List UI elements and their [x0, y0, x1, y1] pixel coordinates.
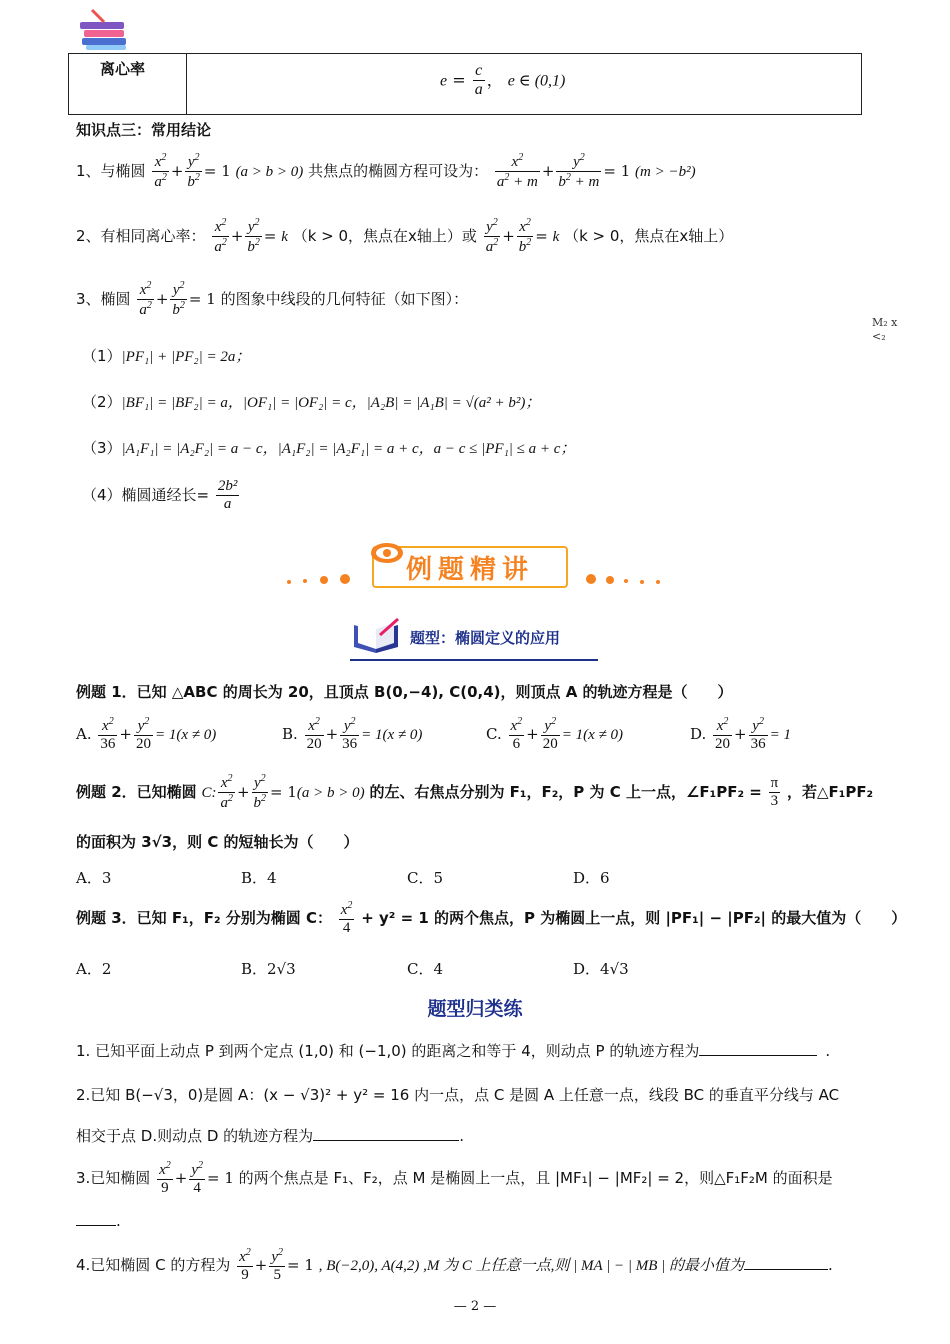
banner-title: 例题精讲 — [405, 555, 534, 585]
table-label: 离心率 — [100, 60, 146, 78]
sub-item-1: （1）|PF₁| + |PF₂| = 2a； — [82, 347, 251, 365]
type-title-underline — [350, 659, 598, 661]
question-4: 4.已知椭圆 C 的方程为 $\frac{x^2}{9}$ + $\frac{y^2}{5}$ = 1 , B(−2,0), A(4,2) ,M 为 C 上任意一点,则 | MA | − | MB | 的最小值为 . — [76, 1247, 833, 1284]
question-2-line-1: 2.已知 B(−√3，0)是圆 A：(x − √3)² + y² = 16 内一点，点 C 是圆 A 上任意一点，线段 BC 的垂直平分线与 AC — [76, 1086, 840, 1104]
question-3: 3.已知椭圆 $\frac{x^2}{9}$ + $\frac{y^2}{4}$ = 1 的两个焦点是 F₁、F₂，点 M 是椭圆上一点，且 |MF₁| − |MF₂| = 2，则△F₁F₂M 的面积是 — [76, 1160, 833, 1197]
eccentricity-formula: e = $\frac{c}{a}$ ， e ∈ (0,1) — [440, 62, 566, 99]
example-2-line-2: 的面积为 3√3，则 C 的短轴长为（ ） — [76, 833, 359, 851]
type-title: 题型：椭圆定义的应用 — [410, 629, 561, 647]
header-books-icon — [78, 8, 130, 52]
sub-item-3: （3）|A₁F₁| = |A₂F₂| = a − c，|A₁F₂| = |A₂F₁| = a + c，a − c ≤ |PF₁| ≤ a + c； — [82, 439, 576, 457]
margin-mark: M₂ x <₂ — [872, 316, 898, 343]
example-2-stem: 例题 2．已知椭圆 C: $\frac{x^2}{a^2}$ + $\frac{y^2}{b^2}$ = 1(a > b > 0) 的左、右焦点分别为 F₁，F₂，P 为 C 上一点，∠F₁PF₂ = $\frac{\pi}{3}$ ，若△F₁PF₂ — [76, 773, 874, 812]
sub-item-2: （2）|BF₁| = |BF₂| = a，|OF₁| = |OF₂| = c，|A₂B| = |A₁B| = √(a² + b²)； — [82, 393, 541, 411]
item-2: 2、有相同离心率： $\frac{x^2}{a^2}$ + $\frac{y^2}{b^2}$ = k （k > 0，焦点在x轴上）或 $\frac{y^2}{a^2}$ + $\frac{x^2}{b^2}$ = k （k > 0，焦点在x轴上） — [76, 217, 734, 256]
item-1: 1、与椭圆 $\frac{x^2}{a^2}$ + $\frac{y^2}{b^2}$ = 1 (a > b > 0) 共焦点的椭圆方程可设为： $\frac{x^2}{a^2 + m}$ + $\frac{y^2}{b^2 + m}$ = 1 (m > −b²) — [76, 152, 696, 191]
notebook-icon — [350, 617, 402, 655]
page-number: — 2 — — [453, 1299, 497, 1314]
table-divider — [186, 53, 187, 115]
question-2-line-2: 相交于点 D.则动点 D 的轨迹方程为 . — [76, 1127, 464, 1145]
item-3: 3、椭圆 $\frac{x^2}{a^2}$ + $\frac{y^2}{b^2}$ = 1 的图象中线段的几何特征（如下图）： — [76, 280, 469, 319]
knowledge-heading: 知识点三：常用结论 — [76, 121, 212, 139]
example-1-stem: 例题 1．已知 △ABC 的周长为 20，且顶点 B(0,−4), C(0,4)，则顶点 A 的轨迹方程是（ ） — [76, 683, 733, 701]
question-1: 1. 已知平面上动点 P 到两个定点 (1,0) 和 (−1,0) 的距离之和等于 4，则动点 P 的轨迹方程为 . — [76, 1042, 831, 1060]
example-3-stem: 例题 3．已知 F₁，F₂ 分别为椭圆 C： $\frac{x^2}{4}$ + y² = 1 的两个焦点，P 为椭圆上一点，则 |PF₁| − |PF₂| 的最大值为（ ） — [76, 900, 907, 937]
question-3-answer-line: . — [76, 1212, 121, 1230]
practice-title: 题型归类练 — [427, 998, 523, 1020]
sub-item-4: （4）椭圆通经长= $\frac{\text{2b²}}{a}$ — [82, 478, 238, 513]
